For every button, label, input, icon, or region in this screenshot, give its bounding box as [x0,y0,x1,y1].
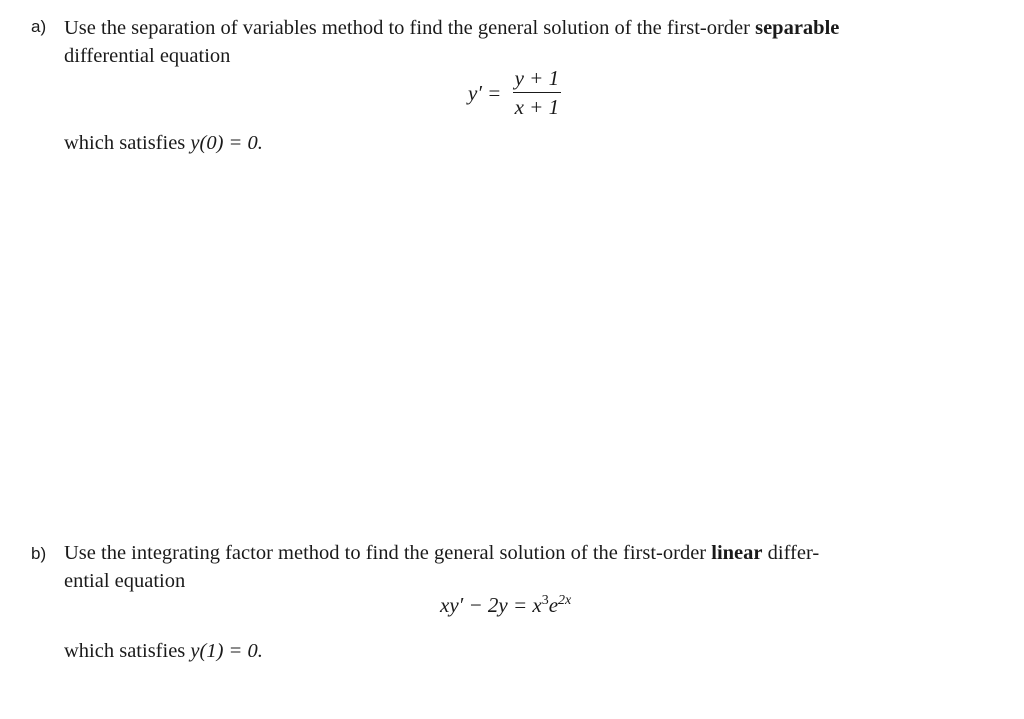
part-a-condition-text: which satisfies [64,132,186,154]
part-b-condition-math: y(1) = 0. [190,640,263,662]
part-b-condition-text: which satisfies [64,640,186,662]
part-a-intro-end: differential equation [64,45,231,67]
part-b-intro-line2: ential equation [64,570,186,592]
part-a-statement [64,14,986,70]
part-b-eq-exp2: 2x [558,593,572,608]
part-b-condition [64,637,986,665]
part-b-label: b) [31,544,47,563]
part-b-statement [64,539,986,595]
part-a-denominator: x + 1 [514,95,560,119]
part-a-numerator: y + 1 [514,66,560,90]
part-b-bold-word: linear [711,542,763,564]
part-b-intro-end: differ- [767,542,820,564]
part-a-label: a) [31,17,47,36]
part-a-bold-word: separable [755,17,840,39]
part-a-condition [64,129,986,157]
part-b-intro: Use the integrating factor method to find the general solution of the first-order [64,542,707,564]
part-a-equation [468,66,561,120]
part-b-eq-base2: e [548,593,559,617]
part-a-fraction [513,66,562,120]
part-a-intro: Use the separation of variables method to find the general solution of the first-order [64,17,750,39]
part-b-equation [440,593,571,618]
part-a-eq-lhs: y′ = [468,80,502,105]
part-b-eq-main: xy′ − 2y = x [440,593,542,617]
part-b-eq-exp1: 3 [541,593,549,608]
part-a-condition-math: y(0) = 0. [190,132,263,154]
